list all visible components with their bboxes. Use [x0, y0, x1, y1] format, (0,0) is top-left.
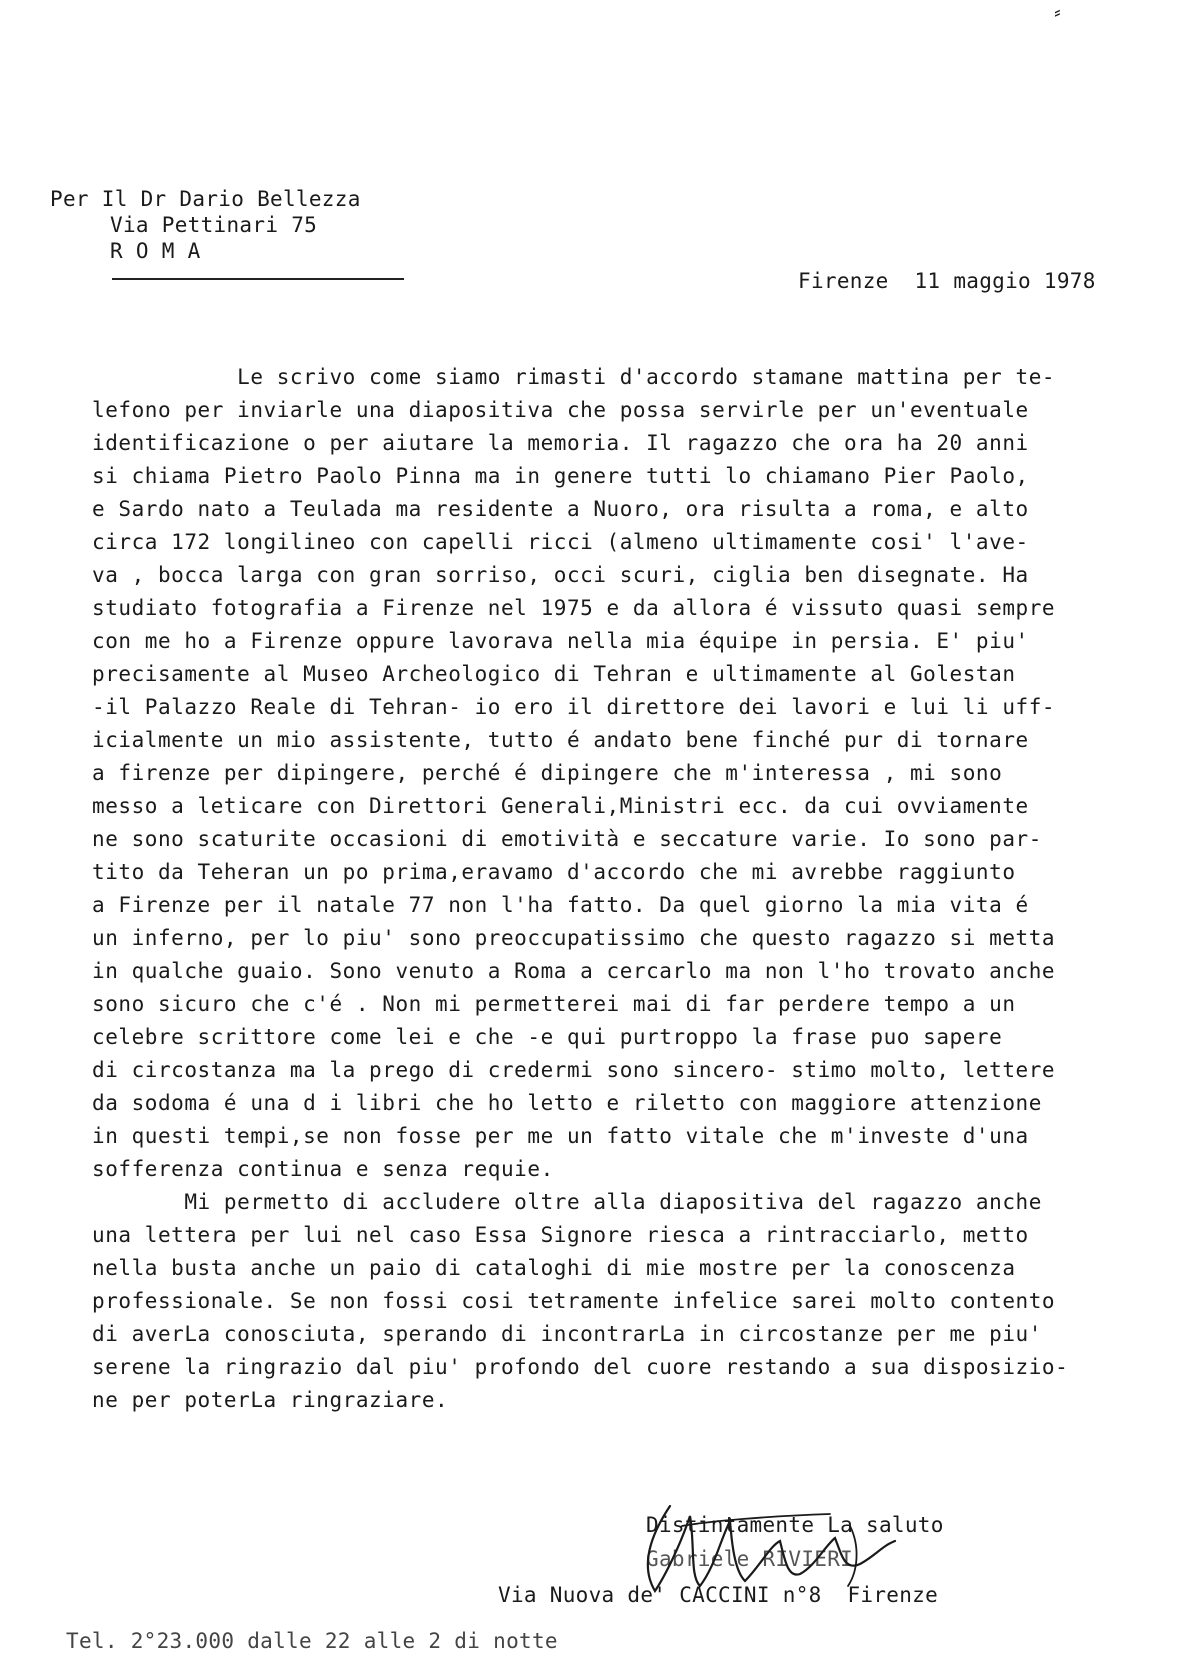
- body-line: di circostanza ma la prego di credermi sono sincero- stimo molto, lettere: [92, 1058, 1056, 1082]
- body-line: identificazione o per aiutare la memoria. Il ragazzo che ora ha 20 anni: [92, 431, 1029, 455]
- body-line: sofferenza continua e senza requie.: [92, 1157, 554, 1181]
- recipient-underline: [112, 278, 404, 280]
- body-line: in qualche guaio. Sono venuto a Roma a cercarlo ma non l'ho trovato anche: [92, 959, 1056, 983]
- body-line: Mi permetto di accludere oltre alla diapositiva del ragazzo anche: [92, 1190, 1042, 1214]
- recipient-line-1: Per Il Dr Dario Bellezza: [50, 187, 361, 211]
- body-line: lefono per inviarle una diapositiva che possa servirle per un'eventuale: [92, 398, 1029, 422]
- sender-address: Via Nuova de' CACCINI n°8 Firenze: [498, 1583, 939, 1607]
- closing-salutation: Distintamente La saluto: [646, 1513, 944, 1537]
- body-line: da sodoma é una d i libri che ho letto e riletto con maggiore attenzione: [92, 1091, 1042, 1115]
- recipient-line-2: Via Pettinari 75: [110, 213, 318, 237]
- body-line: -il Palazzo Reale di Tehran- io ero il direttore dei lavori e lui li uff-: [92, 695, 1056, 719]
- body-line: serene la ringrazio dal piu' profondo del cuore restando a sua disposizio-: [92, 1355, 1069, 1379]
- corner-mark: ⸗: [1052, 2, 1063, 23]
- body-line: precisamente al Museo Archeologico di Tehran e ultimamente al Golestan: [92, 662, 1016, 686]
- body-line: e Sardo nato a Teulada ma residente a Nuoro, ora risulta a roma, e alto: [92, 497, 1029, 521]
- body-line: con me ho a Firenze oppure lavorava nella mia équipe in persia. E' piu': [92, 629, 1029, 653]
- body-line: celebre scrittore come lei e che -e qui purtroppo la frase puo sapere: [92, 1025, 1003, 1049]
- body-line: di averLa conosciuta, sperando di incontrarLa in circostanze per me piu': [92, 1322, 1042, 1346]
- body-line: in questi tempi,se non fosse per me un fatto vitale che m'investe d'una: [92, 1124, 1029, 1148]
- body-line: messo a leticare con Direttori Generali,Ministri ecc. da cui ovviamente: [92, 794, 1029, 818]
- place-date: Firenze 11 maggio 1978: [798, 269, 1096, 293]
- body-line: Le scrivo come siamo rimasti d'accordo stamane mattina per te-: [92, 365, 1056, 389]
- body-line: si chiama Pietro Paolo Pinna ma in genere tutti lo chiamano Pier Paolo,: [92, 464, 1029, 488]
- body-line: una lettera per lui nel caso Essa Signore riesca a rintracciarlo, metto: [92, 1223, 1029, 1247]
- body-line: professionale. Se non fossi cosi tetramente infelice sarei molto contento: [92, 1289, 1056, 1313]
- body-line: icialmente un mio assistente, tutto é andato bene finché pur di tornare: [92, 728, 1029, 752]
- signatory-name: Gabriele RIVIERI: [646, 1547, 854, 1571]
- body-line: nella busta anche un paio di cataloghi di mie mostre per la conoscenza: [92, 1256, 1016, 1280]
- body-line: un inferno, per lo piu' sono preoccupatissimo che questo ragazzo si metta: [92, 926, 1056, 950]
- body-line: sono sicuro che c'é . Non mi permetterei mai di far perdere tempo a un: [92, 992, 1016, 1016]
- body-line: circa 172 longilineo con capelli ricci (almeno ultimamente cosi' l'ave-: [92, 530, 1029, 554]
- body-line: a firenze per dipingere, perché é dipingere che m'interessa , mi sono: [92, 761, 1003, 785]
- body-line: va , bocca larga con gran sorriso, occi scuri, ciglia ben disegnate. Ha: [92, 563, 1029, 587]
- phone-line: Tel. 2°23.000 dalle 22 alle 2 di notte: [66, 1629, 558, 1653]
- body-line: a Firenze per il natale 77 non l'ha fatto. Da quel giorno la mia vita é: [92, 893, 1029, 917]
- body-line: studiato fotografia a Firenze nel 1975 e da allora é vissuto quasi sempre: [92, 596, 1056, 620]
- body-line: ne per poterLa ringraziare.: [92, 1388, 449, 1412]
- body-line: ne sono scaturite occasioni di emotività e seccature varie. Io sono par-: [92, 827, 1042, 851]
- recipient-line-3: R O M A: [110, 239, 201, 263]
- body-line: tito da Teheran un po prima,eravamo d'accordo che mi avrebbe raggiunto: [92, 860, 1016, 884]
